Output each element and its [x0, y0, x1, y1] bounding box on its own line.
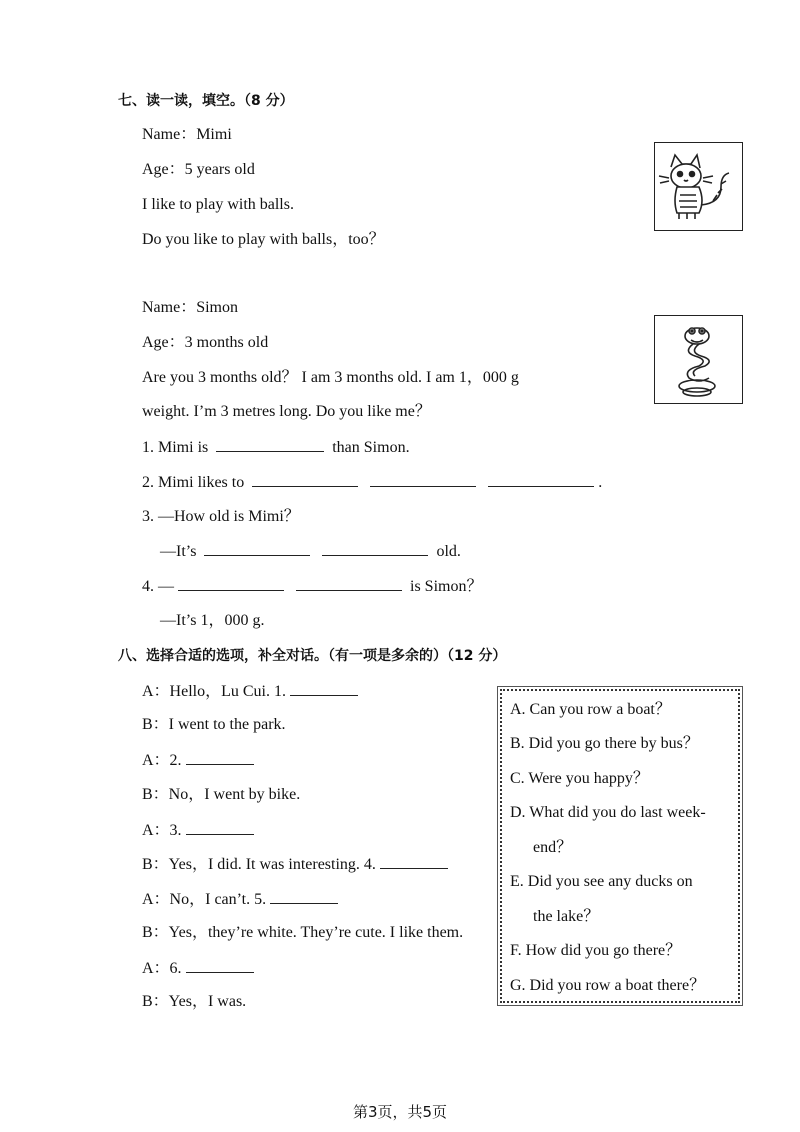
dialogue-line	[142, 715, 286, 735]
option-f: F. How did you go there？	[510, 942, 682, 959]
mimi-line-1: I like to play with balls.	[142, 196, 294, 213]
dialogue-text: B：I went to the park.	[142, 716, 286, 733]
answer-blank-4b[interactable]	[296, 576, 402, 591]
dialogue-blank-1[interactable]	[290, 681, 358, 696]
dialogue-line	[142, 750, 258, 771]
dialogue-text: A：2.	[142, 752, 182, 769]
section-8-heading: 八、选择合适的选项，补全对话。（有一项是多余的）（12 分）	[118, 648, 507, 664]
simon-age: Age：3 months old	[142, 334, 269, 351]
question-2-text: 2. Mimi likes to	[142, 474, 245, 491]
answer-blank-2b[interactable]	[370, 472, 476, 487]
dialogue-text: B：No，I went by bike.	[142, 786, 301, 803]
question-2-tail: .	[598, 474, 603, 491]
dialogue-text: A：Hello，Lu Cui. 1.	[142, 683, 286, 700]
question-4-tail: is Simon？	[410, 578, 483, 595]
answer-blank-2a[interactable]	[252, 472, 358, 487]
question-1-tail: than Simon.	[332, 439, 410, 456]
question-3: 3. —How old is Mimi？	[142, 508, 300, 525]
answer-3	[160, 541, 461, 562]
mimi-name: Name：Mimi	[142, 126, 232, 143]
snake-picture	[654, 315, 743, 404]
option-a: A. Can you row a boat？	[510, 701, 671, 718]
option-d: D. What did you do last week-	[510, 804, 706, 821]
dialogue-line	[142, 785, 300, 805]
dialogue-blank-3[interactable]	[186, 820, 254, 835]
dialogue-blank-4[interactable]	[380, 854, 448, 869]
option-e: E. Did you see any ducks on	[510, 873, 693, 890]
option-e-continued: the lake？	[533, 908, 600, 925]
mimi-age: Age：5 years old	[142, 161, 255, 178]
answer-3-tail: old.	[436, 543, 461, 560]
answer-blank-1[interactable]	[216, 437, 324, 452]
answer-3-head: —It’s	[160, 543, 197, 560]
dialogue-text: B：Yes，I did. It was interesting. 4.	[142, 856, 376, 873]
dialogue-blank-6[interactable]	[186, 958, 254, 973]
dialogue-line	[142, 820, 258, 841]
answer-blank-3b[interactable]	[322, 541, 428, 556]
page-footer: 第3页，共5页	[352, 1103, 448, 1121]
cat-picture	[654, 142, 743, 231]
option-d-continued: end？	[533, 839, 573, 856]
dialogue-line	[142, 992, 246, 1012]
dialogue-blank-5[interactable]	[270, 889, 338, 904]
dialogue-blank-2[interactable]	[186, 750, 254, 765]
section-7-heading: 七、读一读，填空。（8 分）	[118, 93, 294, 109]
question-4	[142, 576, 482, 597]
question-2	[142, 472, 602, 493]
question-4-text: 4. —	[142, 578, 174, 595]
dialogue-line	[142, 681, 362, 702]
simon-line-2: weight. I’m 3 metres long. Do you like me？	[142, 403, 431, 420]
mimi-line-2: Do you like to play with balls，too？	[142, 231, 385, 248]
dialogue-text: B：Yes，I was.	[142, 993, 247, 1010]
dialogue-text: A：6.	[142, 960, 182, 977]
dialogue-line	[142, 854, 452, 875]
snake-icon	[655, 316, 742, 403]
dialogue-text: B：Yes，they’re white. They’re cute. I like them.	[142, 924, 464, 941]
answer-4: —It’s 1，000 g.	[160, 612, 265, 629]
dialogue-text: A：No，I can’t. 5.	[142, 891, 267, 908]
dialogue-line	[142, 958, 258, 979]
simon-name: Name：Simon	[142, 299, 238, 316]
question-1	[142, 437, 410, 458]
option-c: C. Were you happy？	[510, 770, 649, 787]
options-box	[500, 689, 740, 1003]
option-b: B. Did you go there by bus？	[510, 735, 699, 752]
option-g: G. Did you row a boat there？	[510, 977, 706, 994]
dialogue-text: A：3.	[142, 822, 182, 839]
dialogue-line	[142, 923, 463, 943]
cat-icon	[655, 143, 742, 230]
simon-line-1: Are you 3 months old？ I am 3 months old. I am 1，000 g	[142, 369, 519, 386]
answer-blank-3a[interactable]	[204, 541, 310, 556]
answer-blank-2c[interactable]	[488, 472, 594, 487]
answer-blank-4a[interactable]	[178, 576, 284, 591]
dialogue-line	[142, 889, 342, 910]
question-1-text: 1. Mimi is	[142, 439, 209, 456]
